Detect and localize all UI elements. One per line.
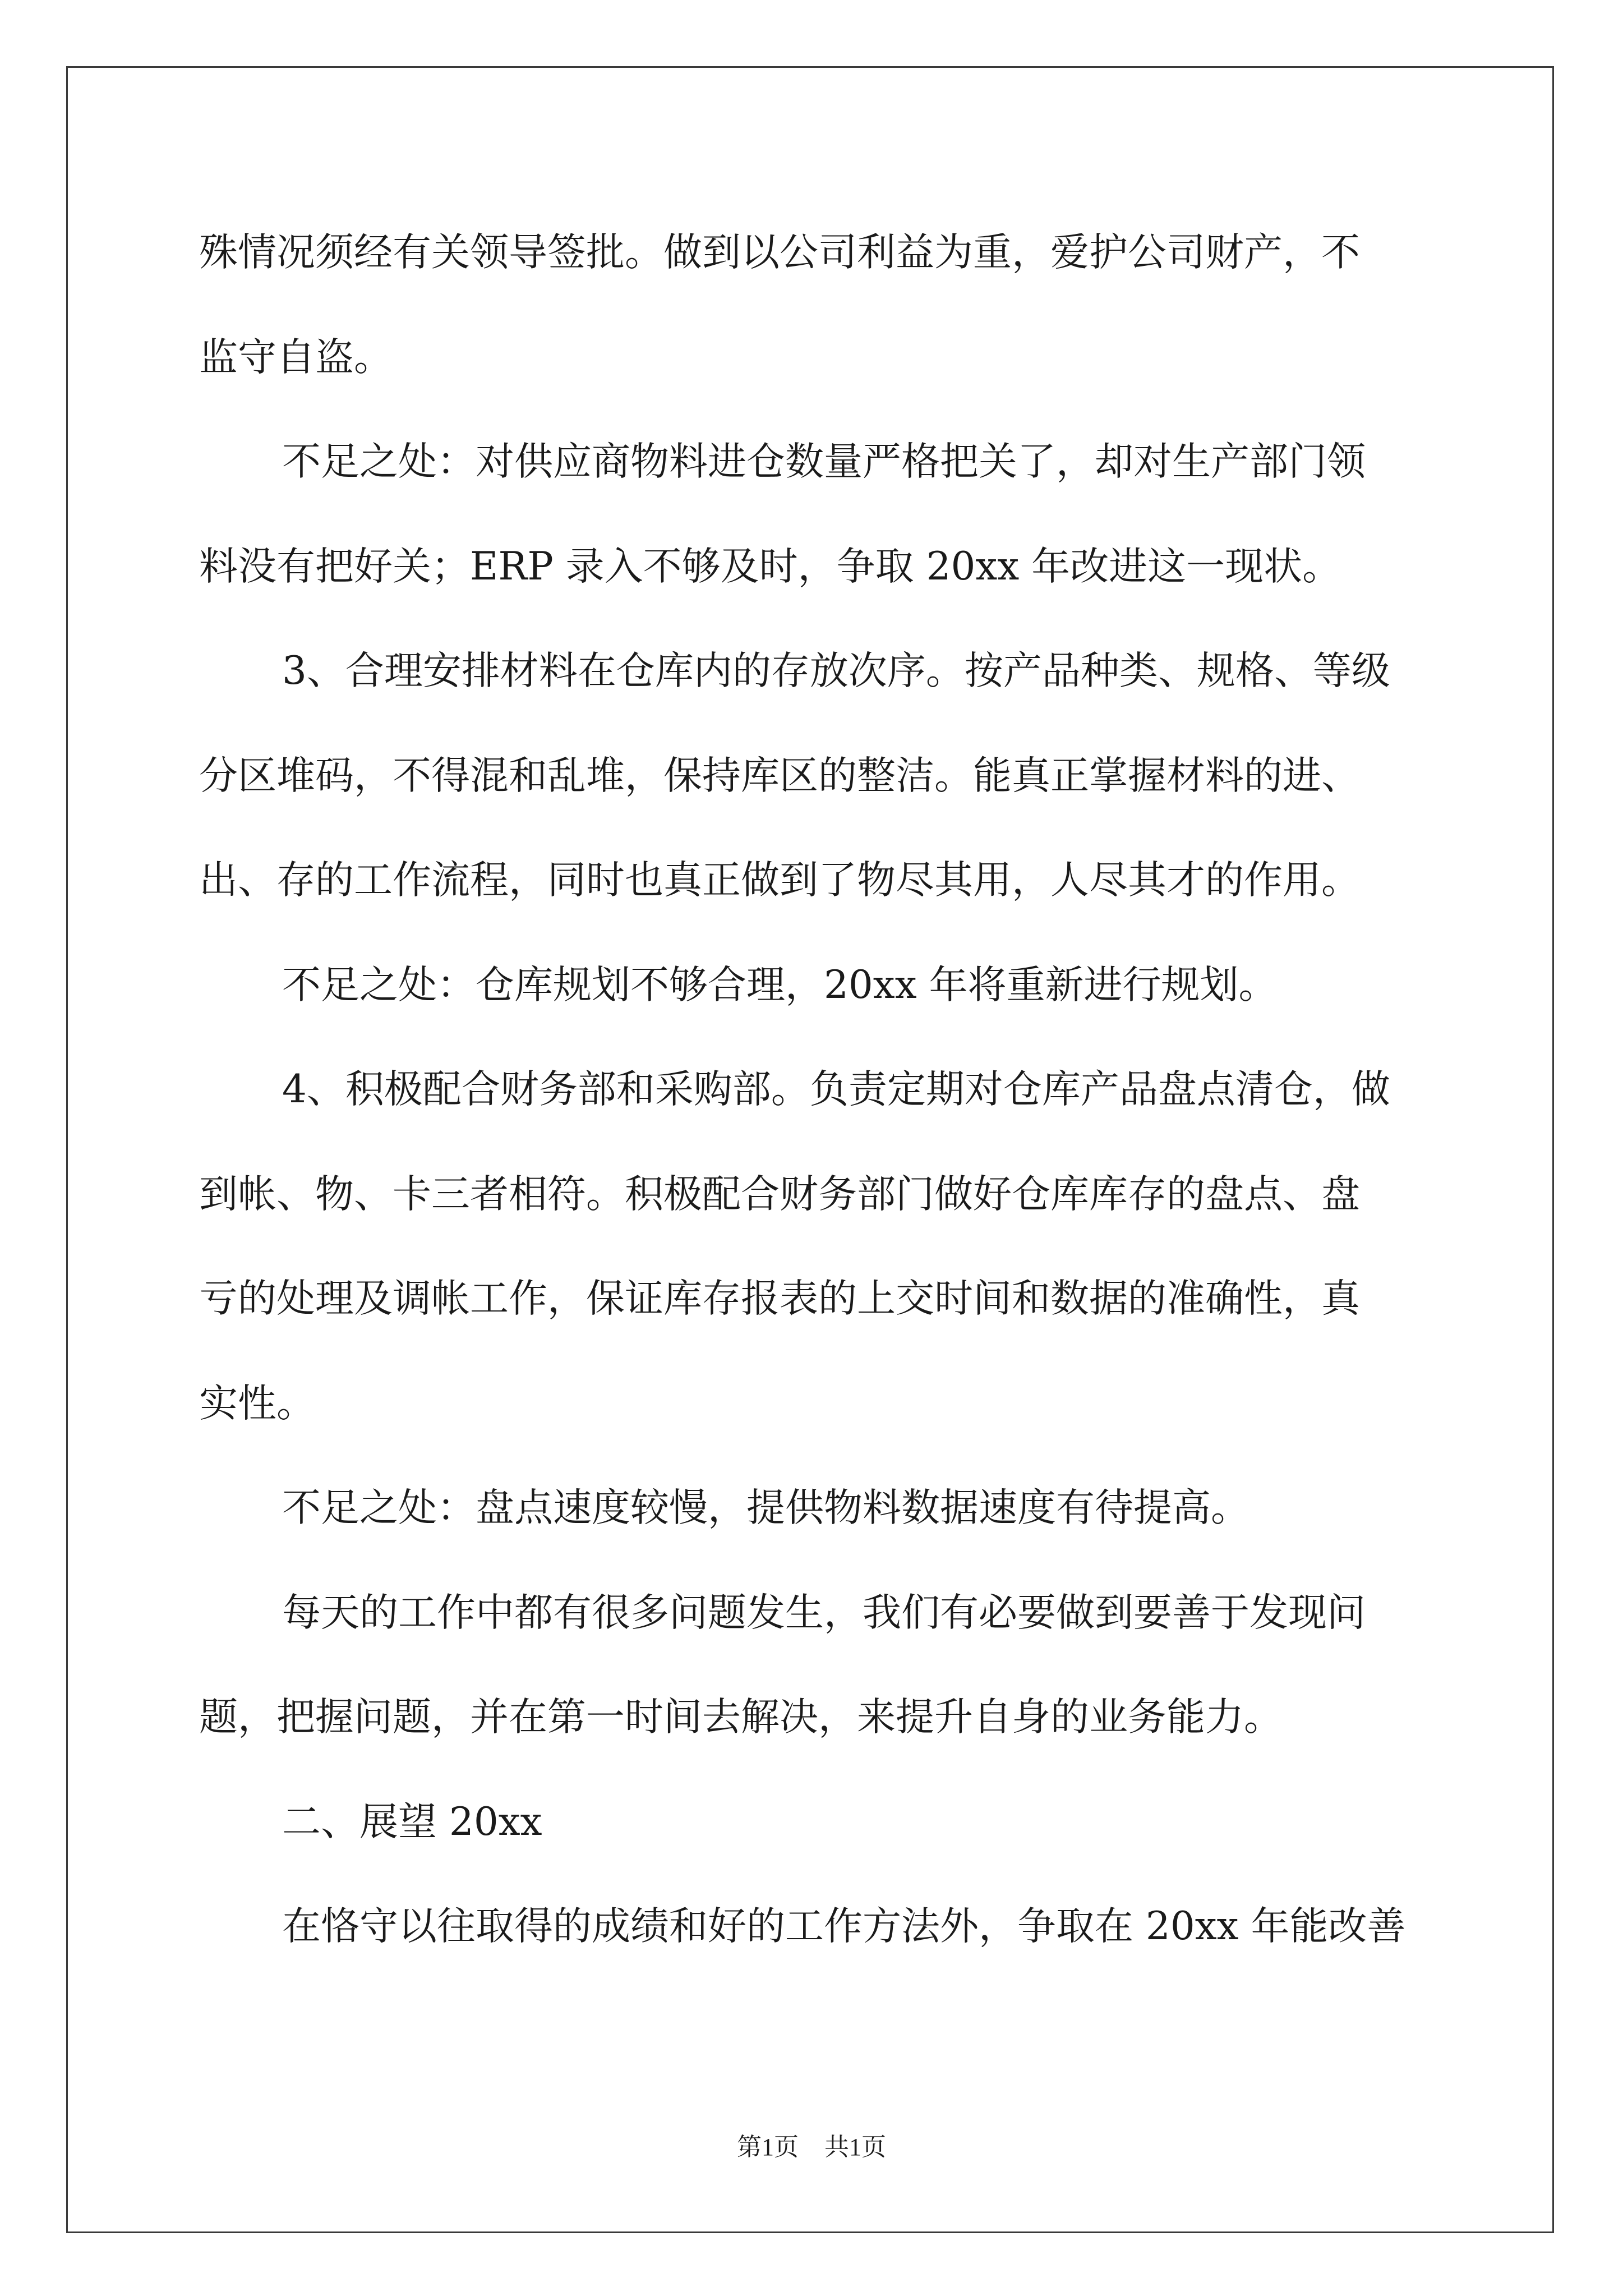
body-line-8: 不足之处：仓库规划不够合理，20xx 年将重新进行规划。 (282, 962, 1278, 1007)
body-line-11: 亏的处理及调帐工作，保证库存报表的上交时间和数据的准确性，真 (199, 1276, 1360, 1321)
document-body (199, 219, 1433, 1998)
page-count: 共1页 (824, 2133, 886, 2161)
body-line-1: 殊情况须经有关领导签批。做到以公司利益为重，爱护公司财产，不 (199, 230, 1360, 275)
body-line-4: 料没有把好关；ERP 录入不够及时，争取 20xx 年改进这一现状。 (199, 544, 1341, 589)
body-line-12: 实性。 (199, 1381, 315, 1426)
body-line-14: 每天的工作中都有很多问题发生，我们有必要做到要善于发现问 (282, 1590, 1366, 1635)
page-footer (0, 2131, 1623, 2164)
section-heading: 二、展望 20xx (282, 1799, 542, 1844)
body-line-2: 监守自盗。 (199, 334, 393, 380)
body-line-10: 到帐、物、卡三者相符。积极配合财务部门做好仓库库存的盘点、盘 (199, 1171, 1360, 1217)
body-line-3: 不足之处：对供应商物料进仓数量严格把关了，却对生产部门领 (282, 439, 1366, 484)
body-line-13: 不足之处：盘点速度较慢，提供物料数据速度有待提高。 (282, 1485, 1249, 1530)
body-line-5: 3、合理安排材料在仓库内的存放次序。按产品种类、规格、等级 (282, 648, 1390, 693)
body-line-17: 在恪守以往取得的成绩和好的工作方法外，争取在 20xx 年能改善 (282, 1904, 1406, 1949)
body-line-6: 分区堆码，不得混和乱堆，保持库区的整洁。能真正掌握材料的进、 (199, 753, 1360, 798)
body-line-7: 出、存的工作流程，同时也真正做到了物尽其用，人尽其才的作用。 (199, 858, 1360, 903)
page-number: 第1页 (737, 2133, 799, 2161)
body-line-15: 题，把握问题，并在第一时间去解决，来提升自身的业务能力。 (199, 1695, 1283, 1740)
body-line-9: 4、积极配合财务部和采购部。负责定期对仓库产品盘点清仓，做 (282, 1067, 1390, 1112)
